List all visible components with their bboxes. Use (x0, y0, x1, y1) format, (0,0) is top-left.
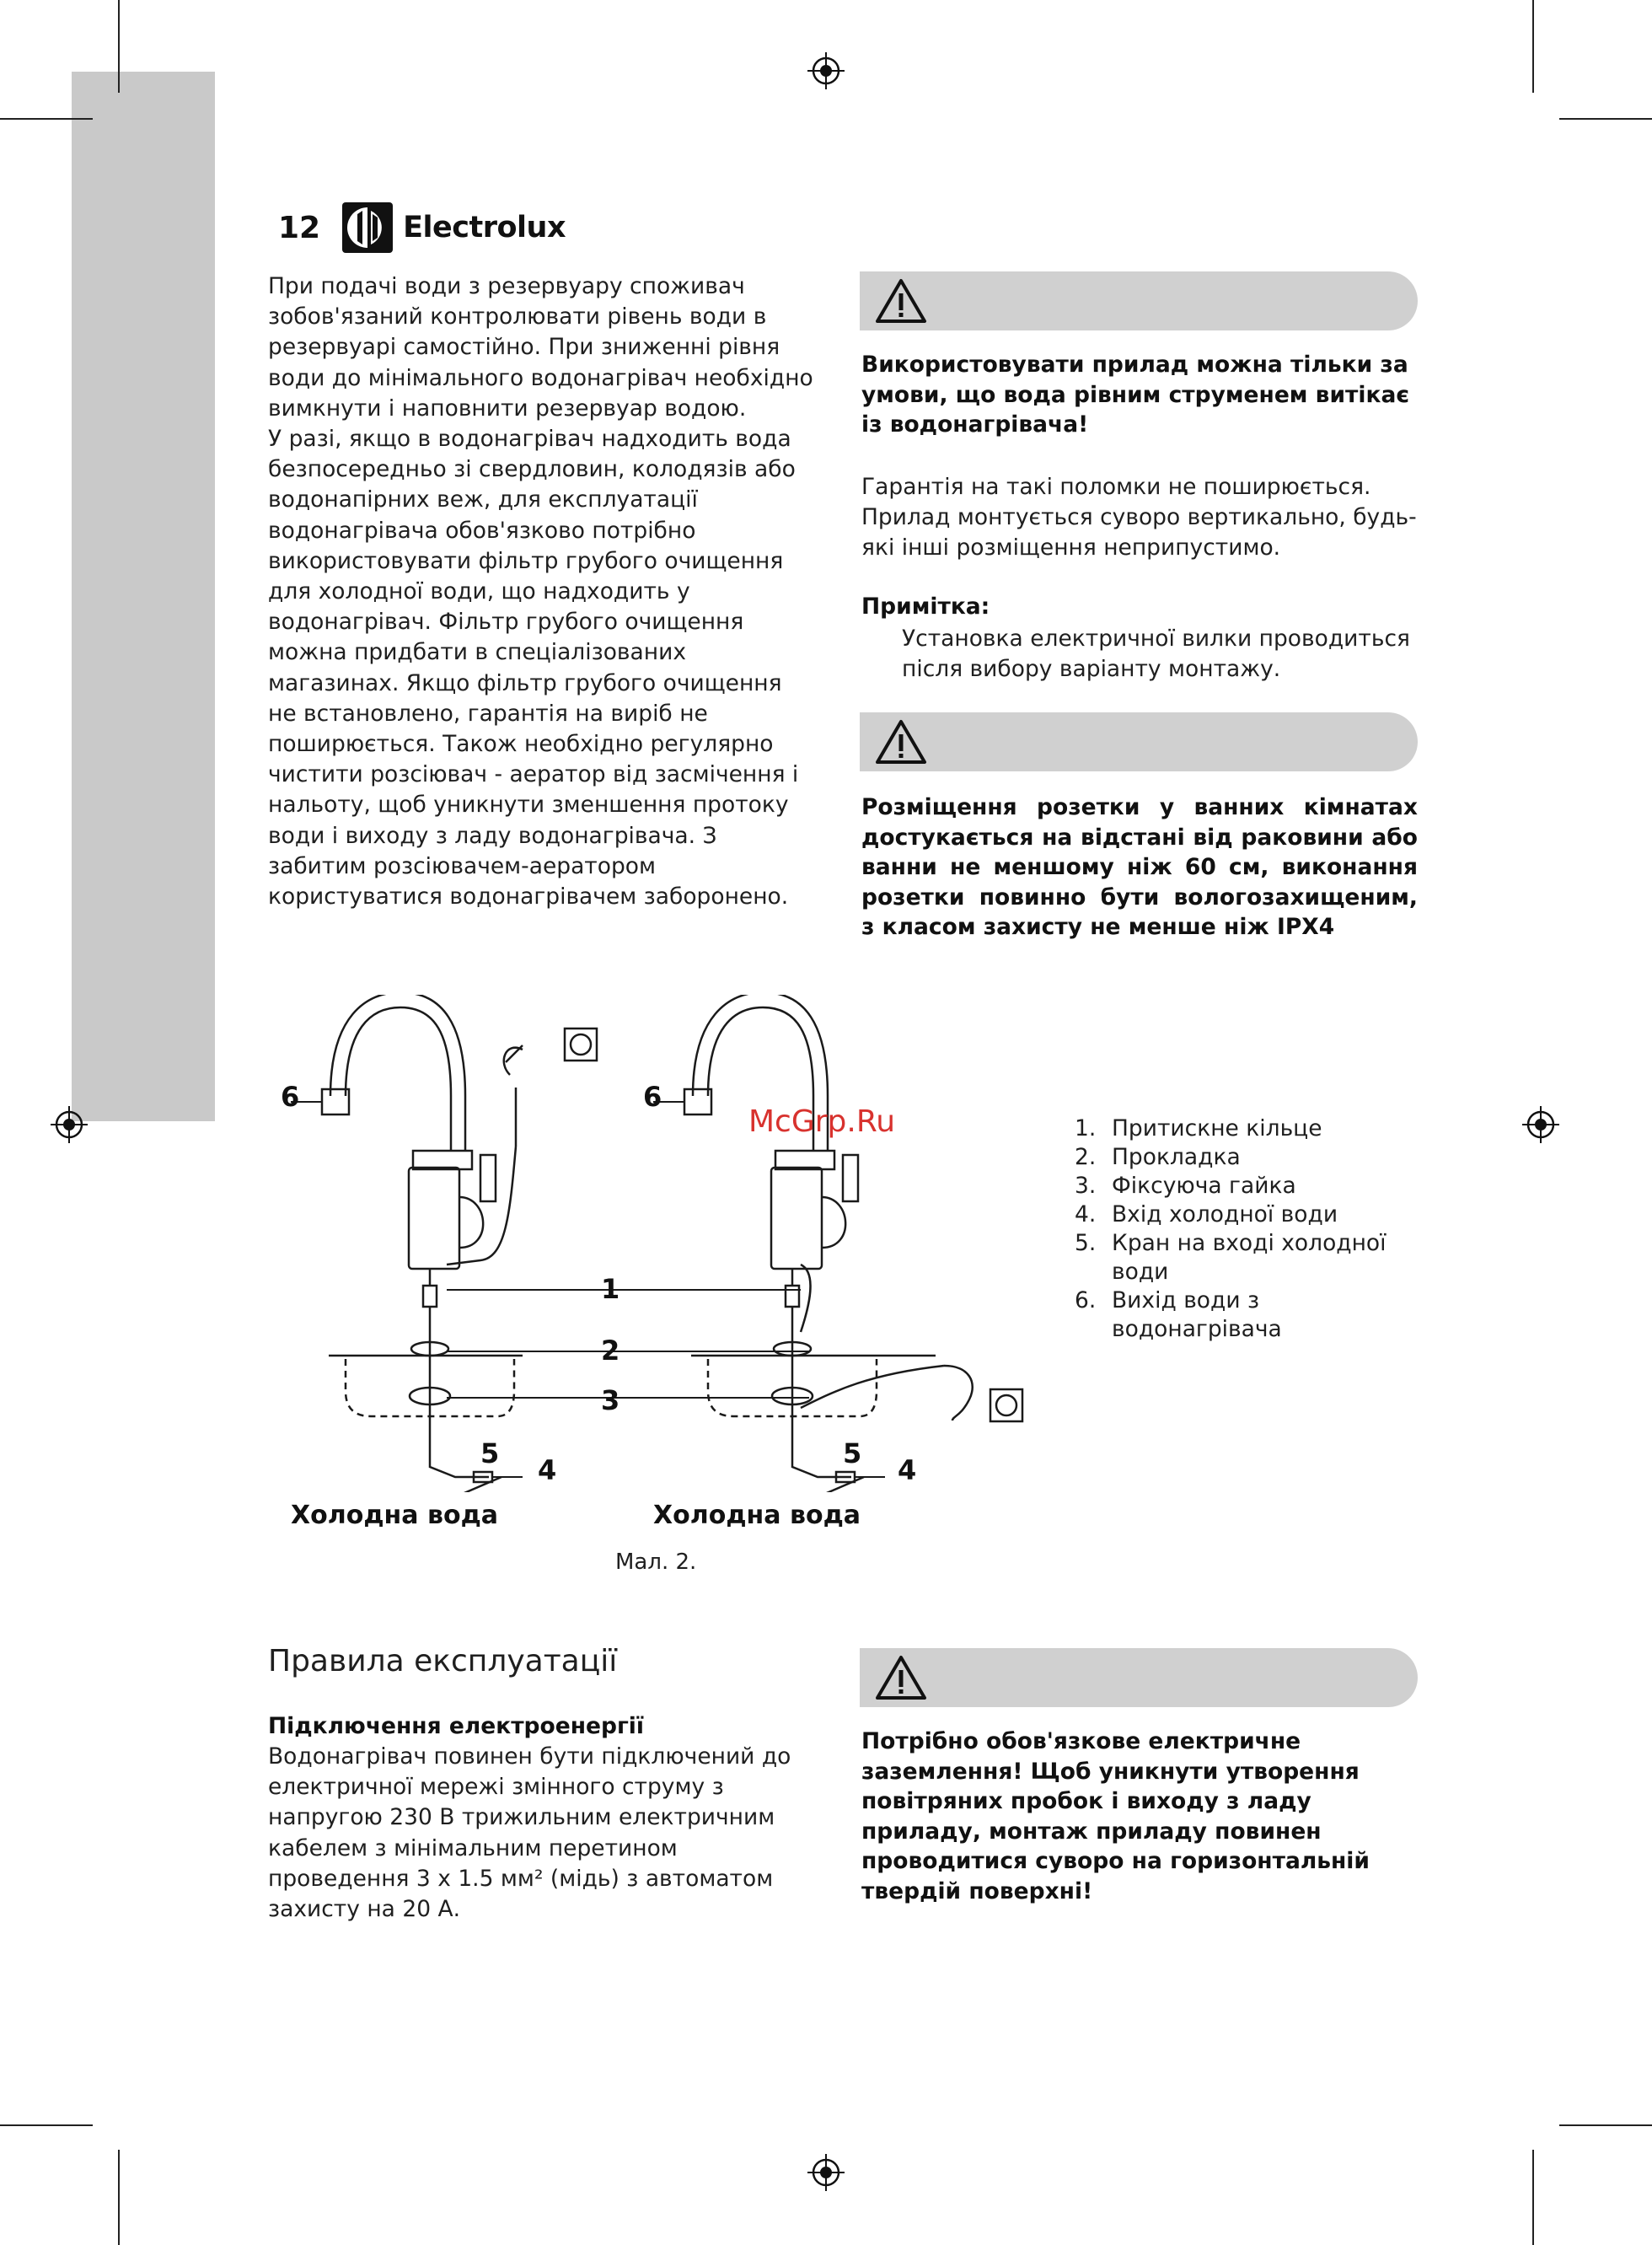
diagram-label: 3 (601, 1384, 620, 1416)
crop-mark (1532, 2150, 1534, 2245)
legend-item: 6. Вихід води з водонагрівача (1075, 1287, 1282, 1342)
page-number: 12 (278, 210, 321, 245)
section-subtitle: Підключення електроенергії (268, 1713, 644, 1739)
crop-mark (0, 2124, 93, 2126)
warning-triangle-icon (875, 1655, 927, 1700)
warning-text: Використовувати прилад можна тільки за умови, що вода рівним струменем витікає із водонагрівача! (861, 352, 1410, 438)
crop-mark (1559, 2124, 1652, 2126)
cold-water-label: Холодна вода (653, 1501, 861, 1530)
crop-mark (118, 2150, 120, 2245)
crop-mark (0, 118, 93, 120)
brand-name: Electrolux (403, 211, 566, 244)
left-column-text (268, 271, 814, 912)
guarantee-text: Гарантія на такі поломки не поширюється. Прилад монтується суворо вертикально, будь-які інші розміщення неприпустимо. (861, 474, 1417, 561)
legend-item: 2. Прокладка (1075, 1144, 1241, 1170)
cold-water-label: Холодна вода (291, 1501, 499, 1530)
electrolux-logo-icon (342, 202, 393, 253)
section-text: Водонагрівач повинен бути підключений до електричної мережі змінного струму з напругою 230 В трижильним електричним кабелем з мінімальним перетином проведення 3 х 1.5 мм² (мідь) з автоматом захисту на 20 А. (268, 1743, 791, 1923)
diagram-label: 5 (843, 1437, 862, 1469)
crop-mark (1559, 118, 1652, 120)
registration-mark-icon (807, 2154, 845, 2191)
page-header (278, 202, 566, 253)
legend-item: 1. Притискне кільце (1075, 1115, 1322, 1141)
paragraph: У разі, якщо в водонагрівач надходить вода безпосередньо зі свердловин, колодязів або водонапірних веж, для експлуатації водонагрівача обов'язково потрібно використовувати фільтр грубого очищення для холодної води, що надходить у водонагрівач. Фільтр грубого очищення можна придбати в спеціалізованих магазинах. Якщо фільтр грубого очищення не встановлено, гарантія на виріб не поширюється. Також необхідно регулярно чистити розсіювач - аератор від засмічення і нальоту, щоб уникнути зменшення протоку води і виходу з ладу водонагрівача. З забитим розсіювачем-аератором користуватися водонагрівачем заборонено. (268, 426, 799, 910)
figure-legend (1075, 1114, 1429, 1344)
warning-triangle-icon (875, 719, 927, 765)
warning-banner (860, 1648, 1418, 1707)
registration-mark-icon (1522, 1106, 1559, 1143)
page-side-tab (72, 72, 215, 1121)
crop-mark (118, 0, 120, 93)
diagram-label: 1 (601, 1273, 620, 1305)
warning-banner (860, 271, 1418, 330)
note-title: Примітка: (861, 593, 990, 620)
warning-text: Потрібно обов'язкове електричне заземлення! Щоб уникнути утворення повітряних пробок і виходу з ладу приладу, монтаж приладу повинен проводитися суворо на горизонтальній твердій поверхні! (861, 1728, 1370, 1904)
installation-diagram (278, 995, 1054, 1492)
legend-item: 4. Вхід холодної води (1075, 1201, 1338, 1227)
registration-mark-icon (807, 52, 845, 89)
note-text: Установка електричної вилки проводиться після вибору варіанту монтажу. (902, 626, 1410, 683)
diagram-label: 6 (643, 1081, 662, 1113)
crop-mark (1532, 0, 1534, 93)
diagram-label: 4 (898, 1454, 917, 1486)
diagram-label: 6 (281, 1081, 300, 1113)
diagram-label: 2 (601, 1335, 620, 1367)
section-title: Правила експлуатації (268, 1644, 618, 1678)
legend-item: 5. Кран на вході холодної води (1075, 1230, 1386, 1285)
warning-banner (860, 712, 1418, 771)
diagram-label: 5 (480, 1437, 500, 1469)
legend-item: 3. Фіксуюча гайка (1075, 1173, 1296, 1199)
diagram-label: 4 (538, 1454, 557, 1486)
figure-caption: Мал. 2. (615, 1549, 697, 1575)
watermark: McGrp.Ru (748, 1104, 896, 1139)
warning-text: Розміщення розетки у ванних кімнатах достукається на відстані від раковини або ванни не меншому ніж 60 см, виконання розетки повинно бути вологозахищеним, з класом захисту не менше ніж IPX4 (861, 794, 1418, 941)
warning-triangle-icon (875, 278, 927, 324)
registration-mark-icon (51, 1106, 88, 1143)
paragraph: При подачі води з резервуару споживач зобов'язаний контролювати рівень води в резервуарі самостійно. При зниженні рівня води до мінімального водонагрівач необхідно вимкнути і наповнити резервуар водою. (268, 273, 813, 422)
